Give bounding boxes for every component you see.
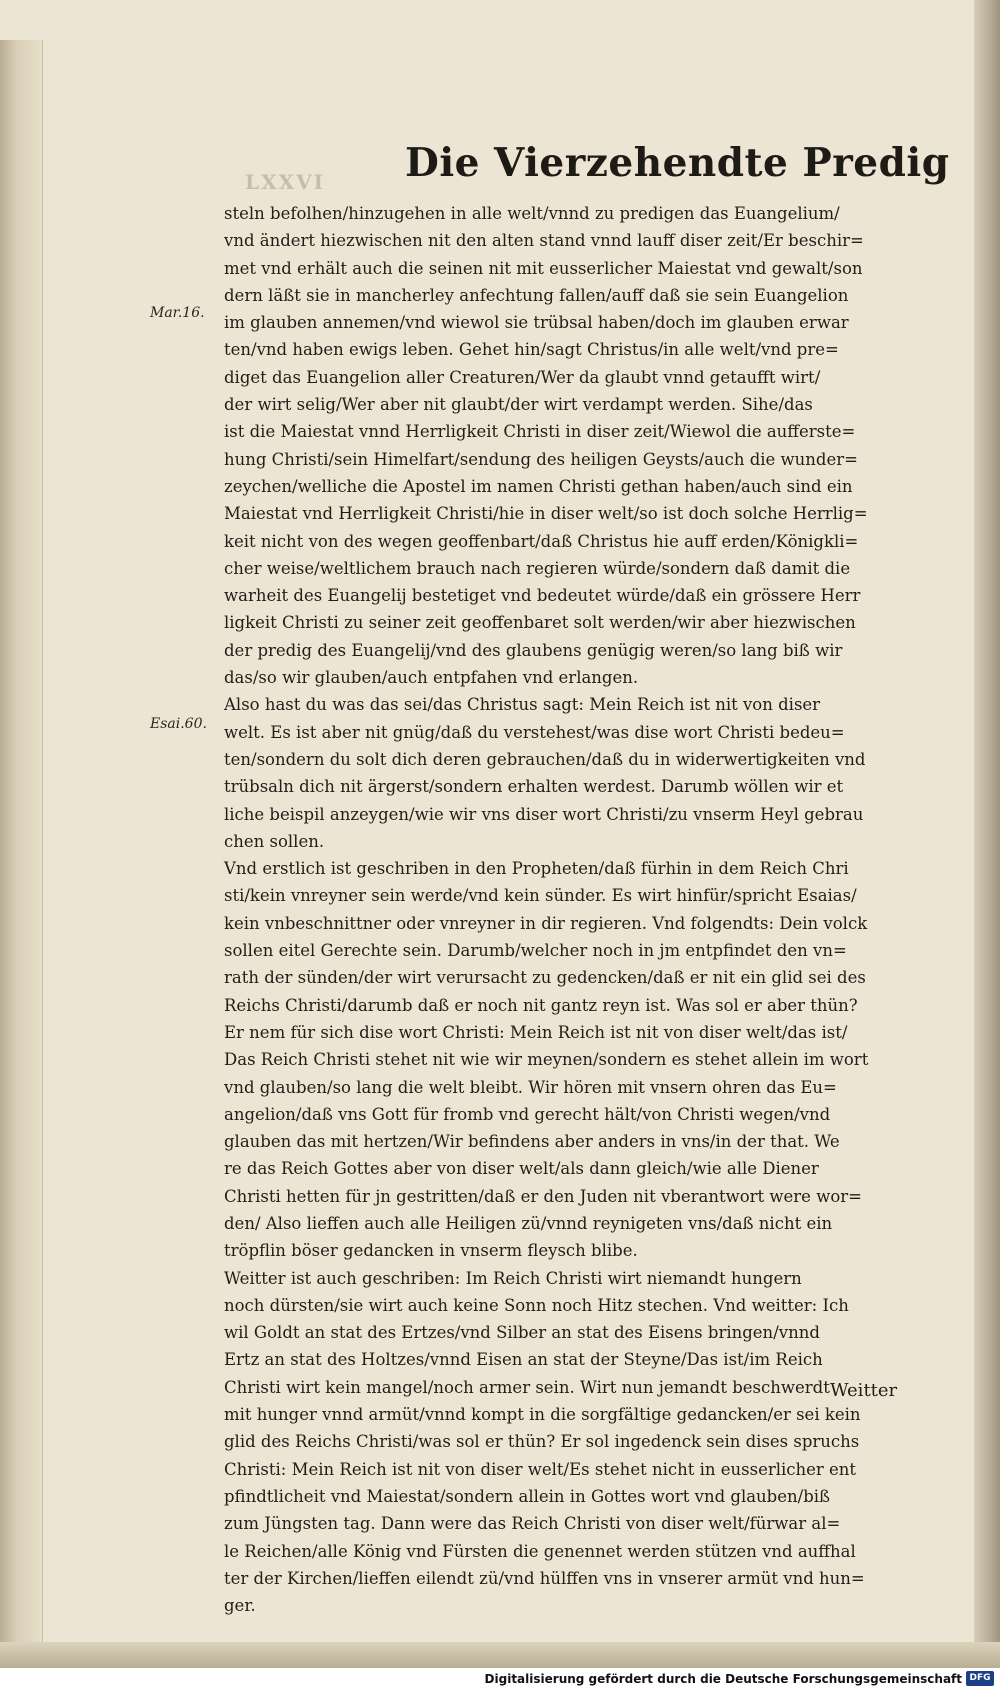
margin-note-mar16: Mar.16.	[150, 305, 205, 321]
text-line: trübsaln dich nit ärgerst/sondern erhalten werdest. Darumb wöllen wir et	[224, 777, 844, 797]
dfg-logo: DFG	[966, 1671, 994, 1686]
text-line: Also hast du was das sei/das Christus sagt: Mein Reich ist nit von diser	[224, 695, 821, 715]
text-line: glid des Reichs Christi/was sol er thün? Er sol ingedenck sein dises spruchs	[224, 1432, 860, 1452]
page-title: Die Vierzehendte Predig	[405, 140, 950, 186]
folio-number-bleedthrough: LXXVI	[245, 170, 325, 194]
text-line: zeychen/welliche die Apostel im namen Christi gethan haben/auch sind ein	[224, 476, 853, 496]
text-line: rath der sünden/der wirt verursacht zu gedencken/daß er nit ein glid sei des	[224, 968, 866, 988]
page-stack-edge	[974, 0, 1000, 1668]
text-line: keit nicht von des wegen geoffenbart/daß Christus hie auff erden/Königkli=	[224, 531, 859, 551]
text-line: vnd glauben/so lang die welt bleibt. Wir hören mit vnsern ohren das Eu=	[224, 1077, 837, 1097]
text-line: Christi: Mein Reich ist nit von diser welt/Es stehet nicht in eusserlicher ent	[224, 1459, 857, 1479]
text-line: diget das Euangelion aller Creaturen/Wer da glaubt vnnd getaufft wirt/	[224, 367, 821, 387]
text-line: sollen eitel Gerechte sein. Darumb/welcher noch in jm entpfindet den vn=	[224, 941, 847, 961]
catchword: Weitter	[830, 1380, 898, 1401]
text-line: pfindtlicheit vnd Maiestat/sondern allein in Gottes wort vnd glauben/biß	[224, 1486, 831, 1506]
text-line: ger.	[224, 1596, 256, 1616]
text-line: re das Reich Gottes aber von diser welt/als dann gleich/wie alle Diener	[224, 1159, 819, 1179]
text-line: mit hunger vnnd armüt/vnnd kompt in die sorgfältige gedancken/er sei kein	[224, 1405, 861, 1425]
text-line: le Reichen/alle König vnd Fürsten die genennet werden stützen vnd auffhal	[224, 1541, 856, 1561]
text-line: den/ Also lieffen auch alle Heiligen zü/vnnd reynigeten vns/daß nicht ein	[224, 1213, 833, 1233]
text-line: liche beispil anzeygen/wie wir vns diser wort Christi/zu vnserm Heyl gebrau	[224, 804, 864, 824]
text-line: zum Jüngsten tag. Dann were das Reich Christi von diser welt/fürwar al=	[224, 1514, 841, 1534]
text-line: Ertz an stat des Holtzes/vnnd Eisen an stat der Steyne/Das ist/im Reich	[224, 1350, 823, 1370]
text-line: hung Christi/sein Himelfart/sendung des heiligen Geysts/auch die wunder=	[224, 449, 858, 469]
text-line: met vnd erhält auch die seinen nit mit eusserlicher Maiestat vnd gewalt/son	[224, 258, 863, 278]
text-line: sti/kein vnreyner sein werde/vnd kein sünder. Es wirt hinfür/spricht Esaias/	[224, 886, 857, 906]
text-line: der wirt selig/Wer aber nit glaubt/der wirt verdampt werden. Sihe/das	[224, 395, 813, 415]
body-text	[224, 200, 914, 1619]
text-line: dern läßt sie in mancherley anfechtung fallen/auff daß sie sein Euangelion	[224, 285, 849, 305]
text-line: ten/sondern du solt dich deren gebrauchen/daß du in widerwertigkeiten vnd	[224, 749, 866, 769]
text-line: warheit des Euangelij bestetiget vnd bedeutet würde/daß ein grössere Herr	[224, 586, 861, 606]
text-line: Christi wirt kein mangel/noch armer sein. Wirt nun jemandt beschwerdt	[224, 1377, 830, 1397]
text-line: Weitter ist auch geschriben: Im Reich Christi wirt niemandt hungern	[224, 1268, 802, 1288]
text-line: Er nem für sich dise wort Christi: Mein Reich ist nit von diser welt/das ist/	[224, 1022, 848, 1042]
text-line: glauben das mit hertzen/Wir befindens aber anders in vns/in der that. We	[224, 1132, 840, 1152]
text-line: Maiestat vnd Herrligkeit Christi/hie in diser welt/so ist doch solche Herrlig=	[224, 504, 868, 524]
text-line: ist die Maiestat vnnd Herrligkeit Christi in diser zeit/Wiewol die aufferste=	[224, 422, 856, 442]
page-bottom-edge	[0, 1642, 1000, 1668]
text-line: kein vnbeschnittner oder vnreyner in dir regieren. Vnd folgendts: Dein volck	[224, 913, 868, 933]
margin-note-esai60: Esai.60.	[150, 716, 207, 732]
digitization-credit: Digitalisierung gefördert durch die Deutsche Forschungsgemeinschaft	[484, 1672, 962, 1686]
text-line: wil Goldt an stat des Ertzes/vnd Silber an stat des Eisens bringen/vnnd	[224, 1323, 820, 1343]
text-line: das/so wir glauben/auch entpfahen vnd erlangen.	[224, 668, 639, 688]
text-line: Das Reich Christi stehet nit wie wir meynen/sondern es stehet allein im wort	[224, 1050, 869, 1070]
text-line: Vnd erstlich ist geschriben in den Propheten/daß fürhin in dem Reich Chri	[224, 859, 849, 879]
text-line: chen sollen.	[224, 831, 325, 851]
text-line: welt. Es ist aber nit gnüg/daß du verstehest/was dise wort Christi bedeu=	[224, 722, 845, 742]
text-line: angelion/daß vns Gott für fromb vnd gerecht hält/von Christi wegen/vnd	[224, 1104, 831, 1124]
text-line: noch dürsten/sie wirt auch keine Sonn noch Hitz stechen. Vnd weitter: Ich	[224, 1295, 849, 1315]
text-line: tröpflin böser gedancken in vnserm fleysch blibe.	[224, 1241, 638, 1261]
text-line: cher weise/weltlichem brauch nach regieren würde/sondern daß damit die	[224, 558, 851, 578]
text-line: ligkeit Christi zu seiner zeit geoffenbaret solt werden/wir aber hiezwischen	[224, 613, 856, 633]
text-line: Christi hetten für jn gestritten/daß er den Juden nit vberantwort were wor=	[224, 1186, 862, 1206]
text-line: ter der Kirchen/lieffen eilendt zü/vnd hülffen vns in vnserer armüt vnd hun=	[224, 1568, 865, 1588]
text-line: Reichs Christi/darumb daß er noch nit gantz reyn ist. Was sol er aber thün?	[224, 995, 858, 1015]
text-line: steln befolhen/hinzugehen in alle welt/vnnd zu predigen das Euangelium/	[224, 204, 840, 223]
book-spine-edge	[0, 40, 43, 1650]
text-line: ten/vnd haben ewigs leben. Gehet hin/sagt Christus/in alle welt/vnd pre=	[224, 340, 839, 360]
text-line: vnd ändert hiezwischen nit den alten stand vnnd lauff diser zeit/Er beschir=	[224, 231, 864, 251]
text-line: im glauben annemen/vnd wiewol sie trübsal haben/doch im glauben erwar	[224, 313, 849, 333]
text-line: der predig des Euangelij/vnd des glaubens genügig weren/so lang biß wir	[224, 640, 843, 660]
